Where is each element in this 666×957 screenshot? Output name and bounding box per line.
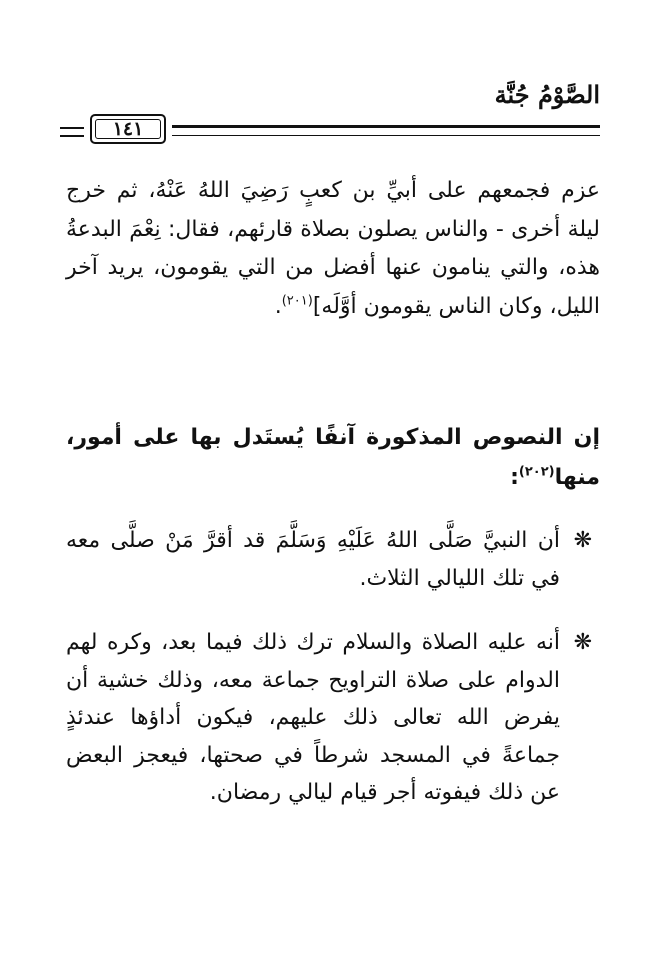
header-rule xyxy=(60,112,600,148)
paragraph-text: إن النصوص المذكورة آنفًا يُستَدل بها على أمور، منها xyxy=(66,425,600,490)
bullet-icon: ❋ xyxy=(573,528,592,553)
list-item xyxy=(66,624,592,812)
page-number: ١٤١ xyxy=(112,118,144,140)
paragraph-intro xyxy=(66,418,600,498)
bullet-icon: ❋ xyxy=(573,630,592,655)
list-item-text: أنه عليه الصلاة والسلام ترك ذلك فيما بعد، وكره لهم الدوام على صلاة التراويح جماعة معه، وذلك خشية أن يفرض الله تعالى ذلك عليهم، فيكون أداؤها عندئذٍ جماعةً في المسجد شرطاً في صحتها، فيعجز البعض عن ذلك فيفوته أجر قيام ليالي رمضان. xyxy=(66,630,560,805)
footnote-ref: (٢٠١) xyxy=(281,293,313,309)
footnote-ref: (٢٠٢) xyxy=(518,464,555,480)
header-rule-left xyxy=(60,127,84,137)
running-title: الصَّوْمُ جُنَّة xyxy=(494,80,600,109)
paragraph-quote xyxy=(66,172,600,326)
paragraph-text: عزم فجمعهم على أبيِّ بن كعبٍ رَضِيَ اللهُ عَنْهُ، ثم خرج ليلة أخرى - والناس يصلون بصلاة قارئهم، فقال: نِعْمَ البدعةُ هذه، والتي ينامون عنها أفضل من التي يقومون، يريد آخر الليل، وكان الناس يقومون أوَّلَه] xyxy=(66,178,600,319)
page-number-frame xyxy=(90,114,166,144)
period: . xyxy=(274,293,282,319)
header-rule-right xyxy=(172,125,600,136)
page-header xyxy=(60,78,600,148)
list-item xyxy=(66,522,592,598)
colon: : xyxy=(510,465,519,490)
list-item-text: أن النبيَّ صَلَّى اللهُ عَلَيْهِ وَسَلَّمَ قد أقرَّ مَنْ صلَّى معه في تلك الليالي الثلاث. xyxy=(66,528,560,591)
